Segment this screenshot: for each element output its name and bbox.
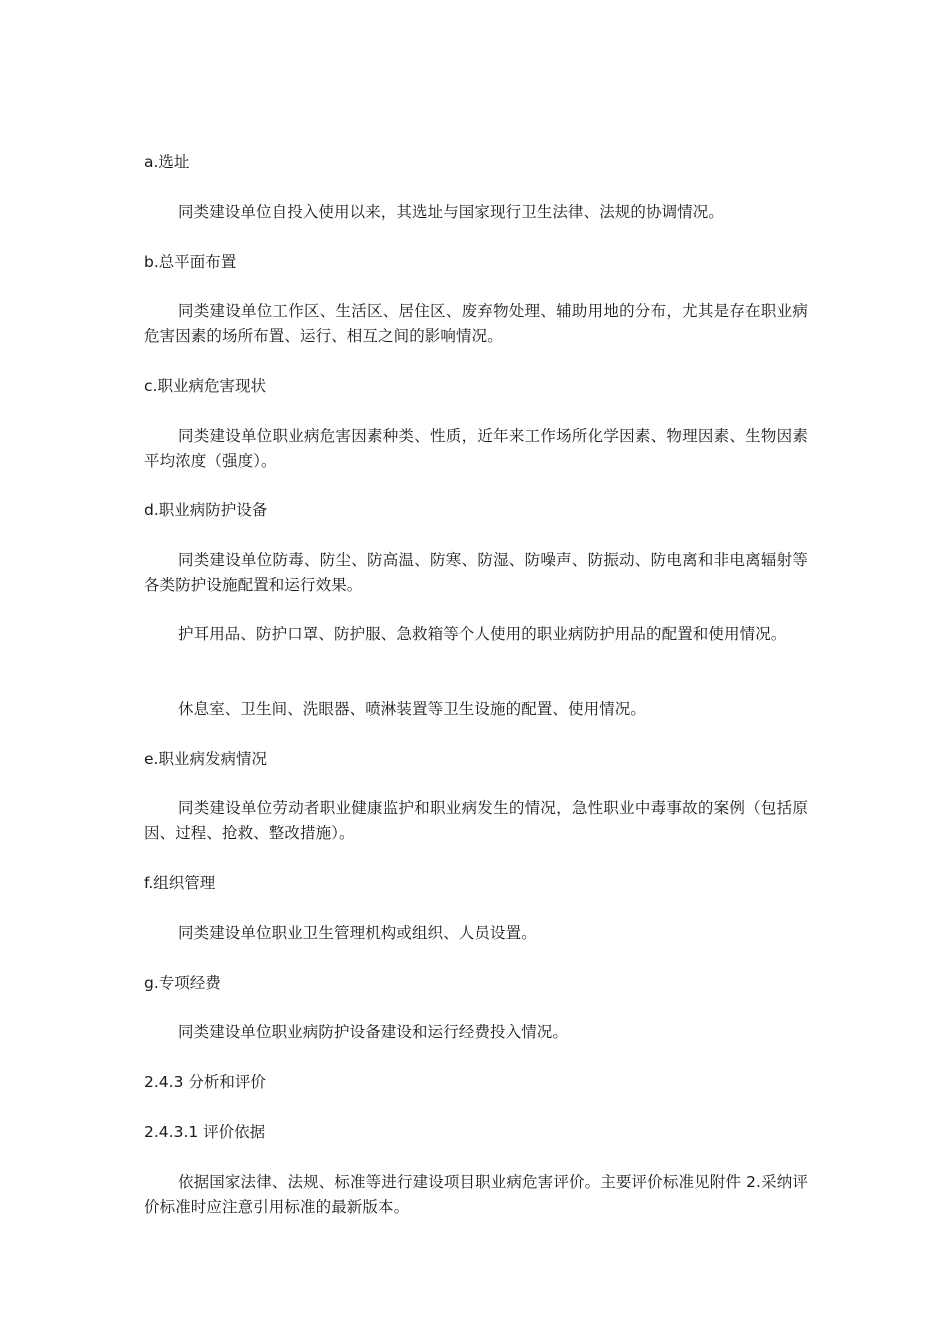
paragraph-disease-incidence: 同类建设单位劳动者职业健康监护和职业病发生的情况，急性职业中毒事故的案例（包括原因、过程、抢救、整改措施）。 [144, 799, 808, 842]
paragraph-evaluation-basis: 依据国家法律、法规、标准等进行建设项目职业病危害评价。主要评价标准见附件 2.采纳评价标准时应注意引用标准的最新版本。 [144, 1173, 808, 1216]
section-heading-evaluation-basis: 2.4.3.1 评价依据 [144, 1123, 266, 1141]
section-heading-general-layout: b.总平面布置 [144, 253, 237, 271]
section-heading-site-selection: a.选址 [144, 153, 190, 171]
paragraph-protective-facilities: 同类建设单位防毒、防尘、防高温、防寒、防湿、防噪声、防振动、防电离和非电离辐射等各类防护设施配置和运行效果。 [144, 551, 808, 594]
section-heading-hazard-status: c.职业病危害现状 [144, 377, 266, 395]
section-heading-organization-management: f.组织管理 [144, 874, 216, 892]
section-heading-protective-equipment: d.职业病防护设备 [144, 501, 268, 519]
paragraph-personal-protective-gear: 护耳用品、防护口罩、防护服、急救箱等个人使用的职业病防护用品的配置和使用情况。 [178, 625, 787, 643]
paragraph-organization-management: 同类建设单位职业卫生管理机构或组织、人员设置。 [178, 924, 537, 942]
paragraph-site-selection: 同类建设单位自投入使用以来，其选址与国家现行卫生法律、法规的协调情况。 [178, 203, 725, 221]
section-heading-disease-incidence: e.职业病发病情况 [144, 750, 267, 768]
paragraph-special-funds: 同类建设单位职业病防护设备建设和运行经费投入情况。 [178, 1023, 569, 1041]
section-heading-special-funds: g.专项经费 [144, 974, 221, 992]
paragraph-sanitary-facilities: 休息室、卫生间、洗眼器、喷淋装置等卫生设施的配置、使用情况。 [178, 700, 647, 718]
section-heading-analysis-evaluation: 2.4.3 分析和评价 [144, 1073, 266, 1091]
paragraph-hazard-status: 同类建设单位职业病危害因素种类、性质，近年来工作场所化学因素、物理因素、生物因素平均浓度（强度）。 [144, 427, 808, 470]
paragraph-general-layout: 同类建设单位工作区、生活区、居住区、废弃物处理、辅助用地的分布，尤其是存在职业病危害因素的场所布置、运行、相互之间的影响情况。 [144, 302, 808, 345]
